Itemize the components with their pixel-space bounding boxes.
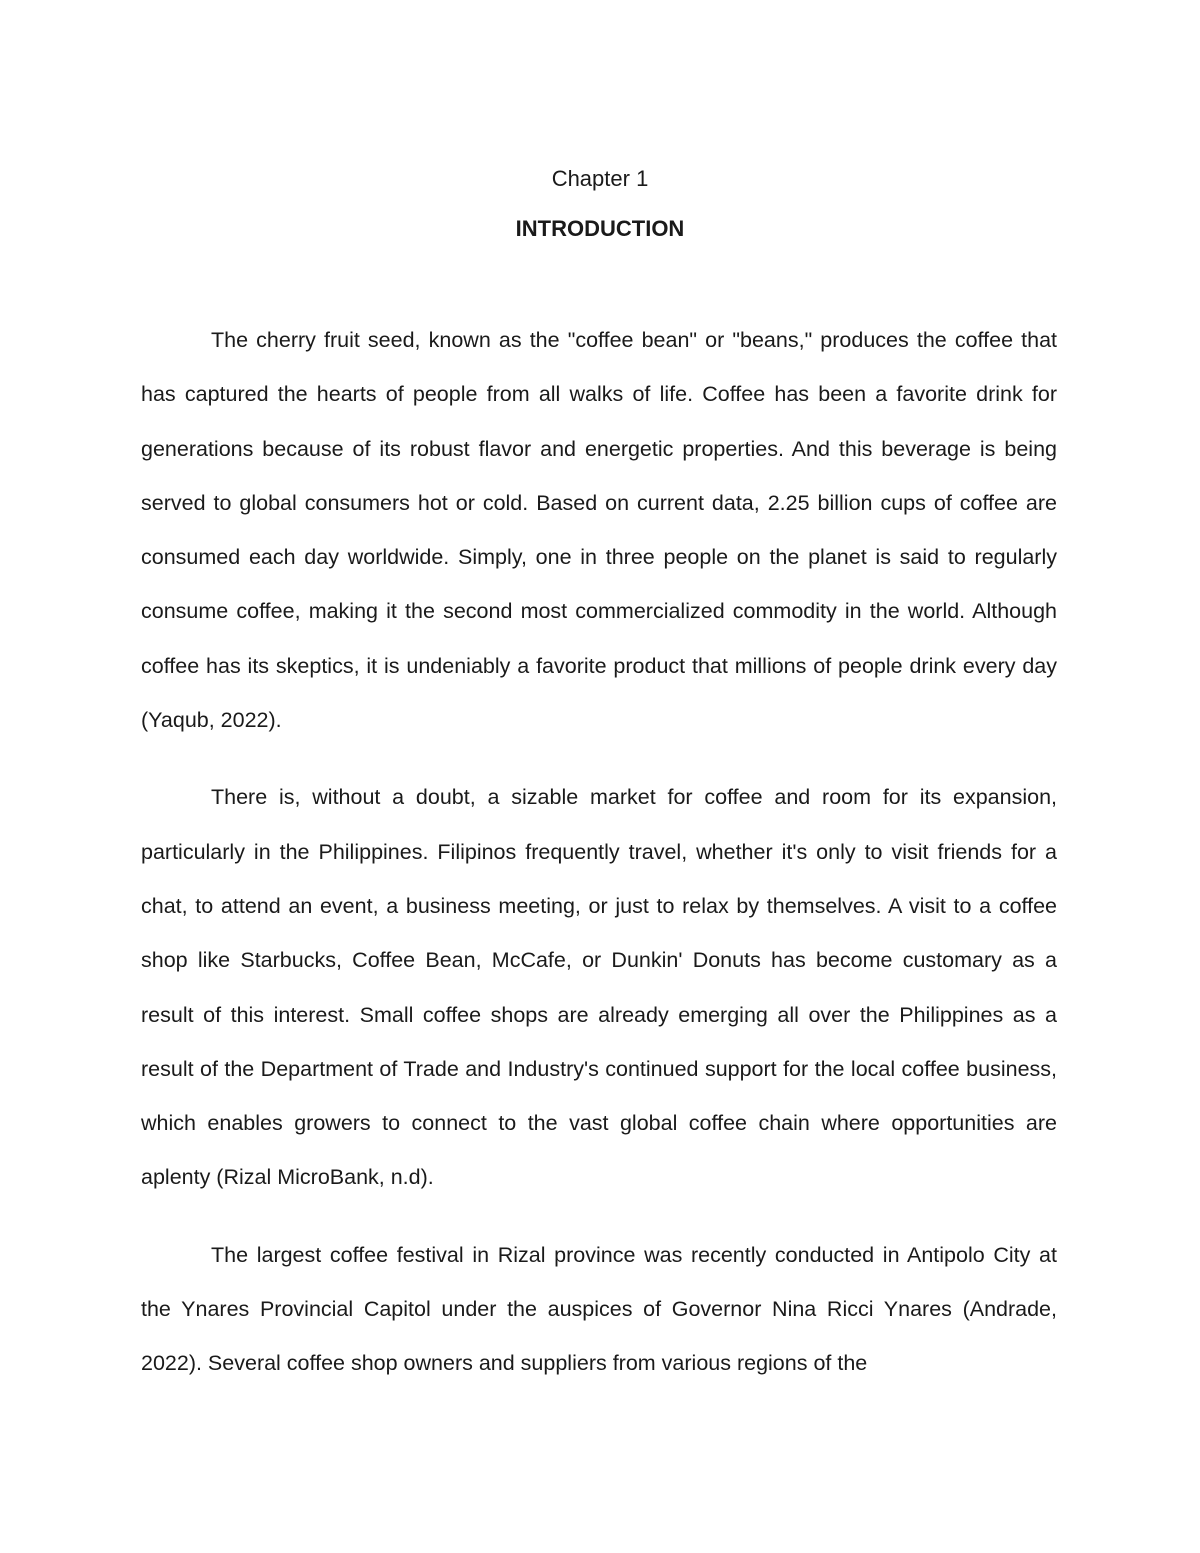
- paragraph: The largest coffee festival in Rizal province was recently conducted in Antipolo City at the Ynares Provincial Capitol under the auspices of Governor Nina Ricci Ynares (Andrade, 2022). Several coffee shop owners and suppliers from various regions of the: [141, 1242, 1057, 1376]
- paragraph: There is, without a doubt, a sizable market for coffee and room for its expansion, particularly in the Philippines. Filipinos frequently travel, whether it's only to visit friends for a chat, to attend an event, a business meeting, or just to relax by themselves. A visit to a coffee shop like Starbucks, Coffee Bean, McCafe, or Dunkin' Donuts has become customary as a result of this interest. Small coffee shops are already emerging all over the Philippines as a result of the Department of Trade and Industry's continued support for the local coffee business, which enables growers to connect to the vast global coffee chain where opportunities are aplenty (Rizal MicroBank, n.d).: [141, 785, 1057, 1190]
- paragraph: The cherry fruit seed, known as the "coffee bean" or "beans," produces the coffee that has captured the hearts of people from all walks of life. Coffee has been a favorite drink for generations because of its robust flavor and energetic properties. And this beverage is being served to global consumers hot or cold. Based on current data, 2.25 billion cups of coffee are consumed each day worldwide. Simply, one in three people on the planet is said to regularly consume coffee, making it the second most commercialized commodity in the world. Although coffee has its skeptics, it is undeniably a favorite product that millions of people drink every day (Yaqub, 2022).: [141, 328, 1057, 733]
- chapter-label: Chapter 1: [551, 166, 649, 191]
- body-text: [141, 313, 1057, 1391]
- chapter-title: INTRODUCTION: [515, 216, 685, 241]
